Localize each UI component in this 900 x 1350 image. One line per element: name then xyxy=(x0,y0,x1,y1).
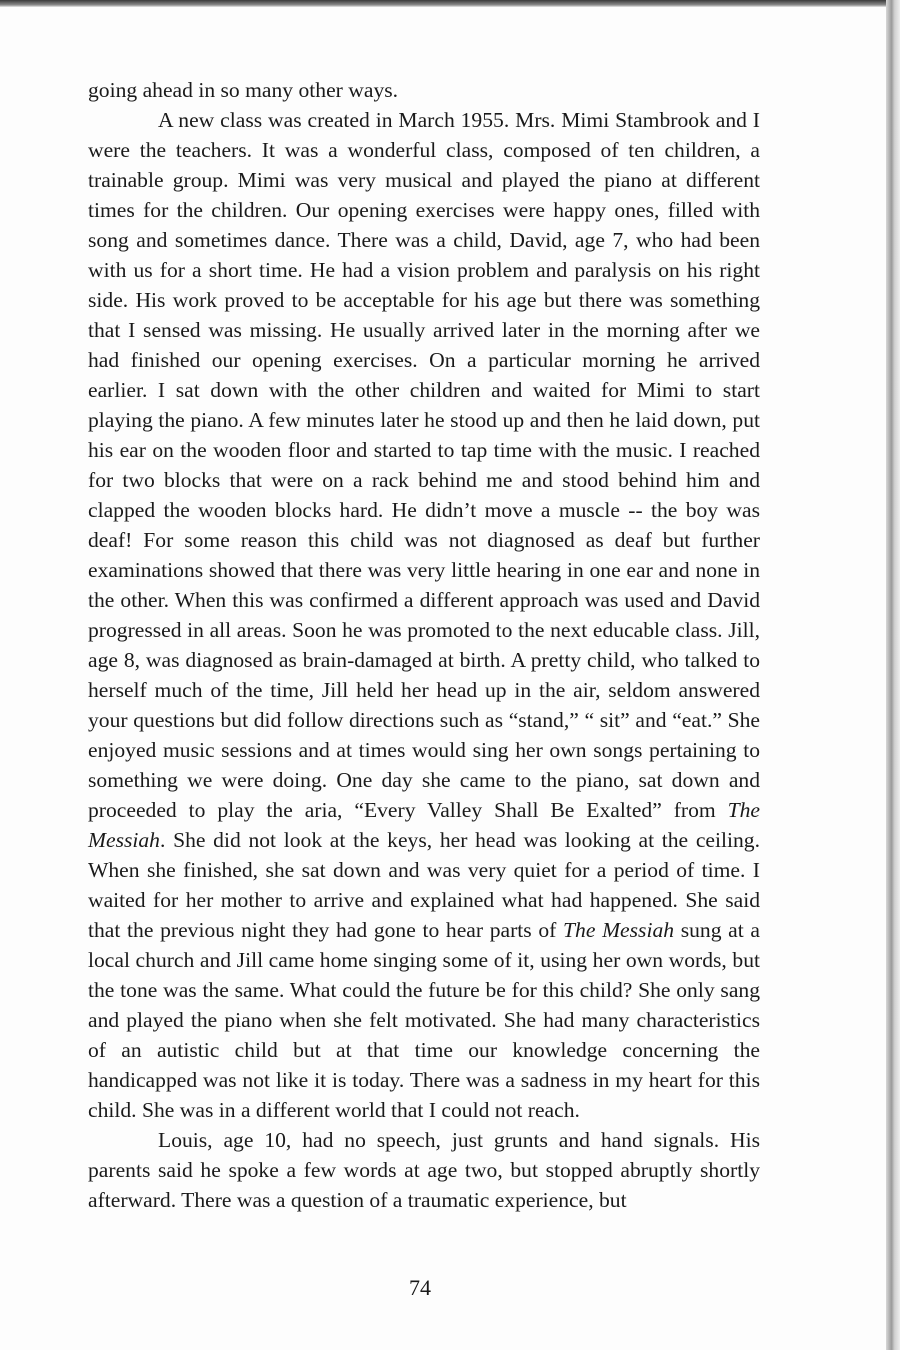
paragraph xyxy=(88,75,760,105)
page-number: 74 xyxy=(409,1275,431,1300)
text-run: sung at a local church and Jill came home singing some of it, using her own words, but the tone was the same. What could the future be for this child? She only sang and played the piano when she felt motivated. She had many characteristics of an autistic child but at that time our knowledge concerning the handicapped was not like it is today. There was a sadness in my heart for this child. She was in a different world that I could not reach. xyxy=(88,918,760,1122)
text-run: going ahead in so many other ways. xyxy=(88,78,399,102)
text-run: Louis, age 10, had no speech, just grunts and hand signals. His parents said he spoke a few words at age two, but stopped abruptly shortly afterward. There was a question of a traumatic experience, but xyxy=(88,1128,760,1212)
paragraph xyxy=(88,1125,760,1215)
page-binding-edge xyxy=(886,0,900,1350)
italic-title: The Messiah xyxy=(563,918,675,942)
italic-title: The Messiah xyxy=(88,798,760,852)
paragraph xyxy=(88,105,760,1125)
text-run: A new class was created in March 1955. Mrs. Mimi Stambrook and I were the teachers. It was a wonderful class, composed of ten children, a trainable group. Mimi was very musical and played the piano at different times for the children. Our opening exercises were happy ones, filled with song and sometimes dance. There was a child, David, age 7, who had been with us for a short time. He had a vision problem and paralysis on his right side. His work proved to be acceptable for his age but there was something that I sensed was missing. He usually arrived later in the morning after we had finished our opening exercises. On a particular morning he arrived earlier. I sat down with the other children and waited for Mimi to start playing the piano. A few minutes later he stood up and then he laid down, put his ear on the wooden floor and started to tap time with the music. I reached for two blocks that were on a rack behind me and stood behind him and clapped the wooden blocks hard. He didn’t move a muscle -- the boy was deaf! For some reason this child was not diagnosed as deaf but further examinations showed that there was very little hearing in one ear and none in the other. When this was confirmed a different approach was used and David progressed in all areas. Soon he was promoted to the next educable class. Jill, age 8, was diagnosed as brain-damaged at birth. A pretty child, who talked to herself much of the time, Jill held her head up in the air, seldom answered your questions but did follow directions such as “stand,” “ sit” and “eat.” She enjoyed music sessions and at times would sing her own songs pertaining to something we were doing. One day she came to the piano, sat down and proceeded to play the aria, “Every Valley Shall Be Exalted” from xyxy=(88,108,760,822)
page-top-edge xyxy=(0,0,900,7)
body-text xyxy=(88,75,760,1215)
text-run: . She did not look at the keys, her head was looking at the ceiling. When she finished, she sat down and was very quiet for a period of time. I waited for her mother to arrive and explained what had happened. She said that the previous night they had gone to hear parts of xyxy=(88,828,760,942)
